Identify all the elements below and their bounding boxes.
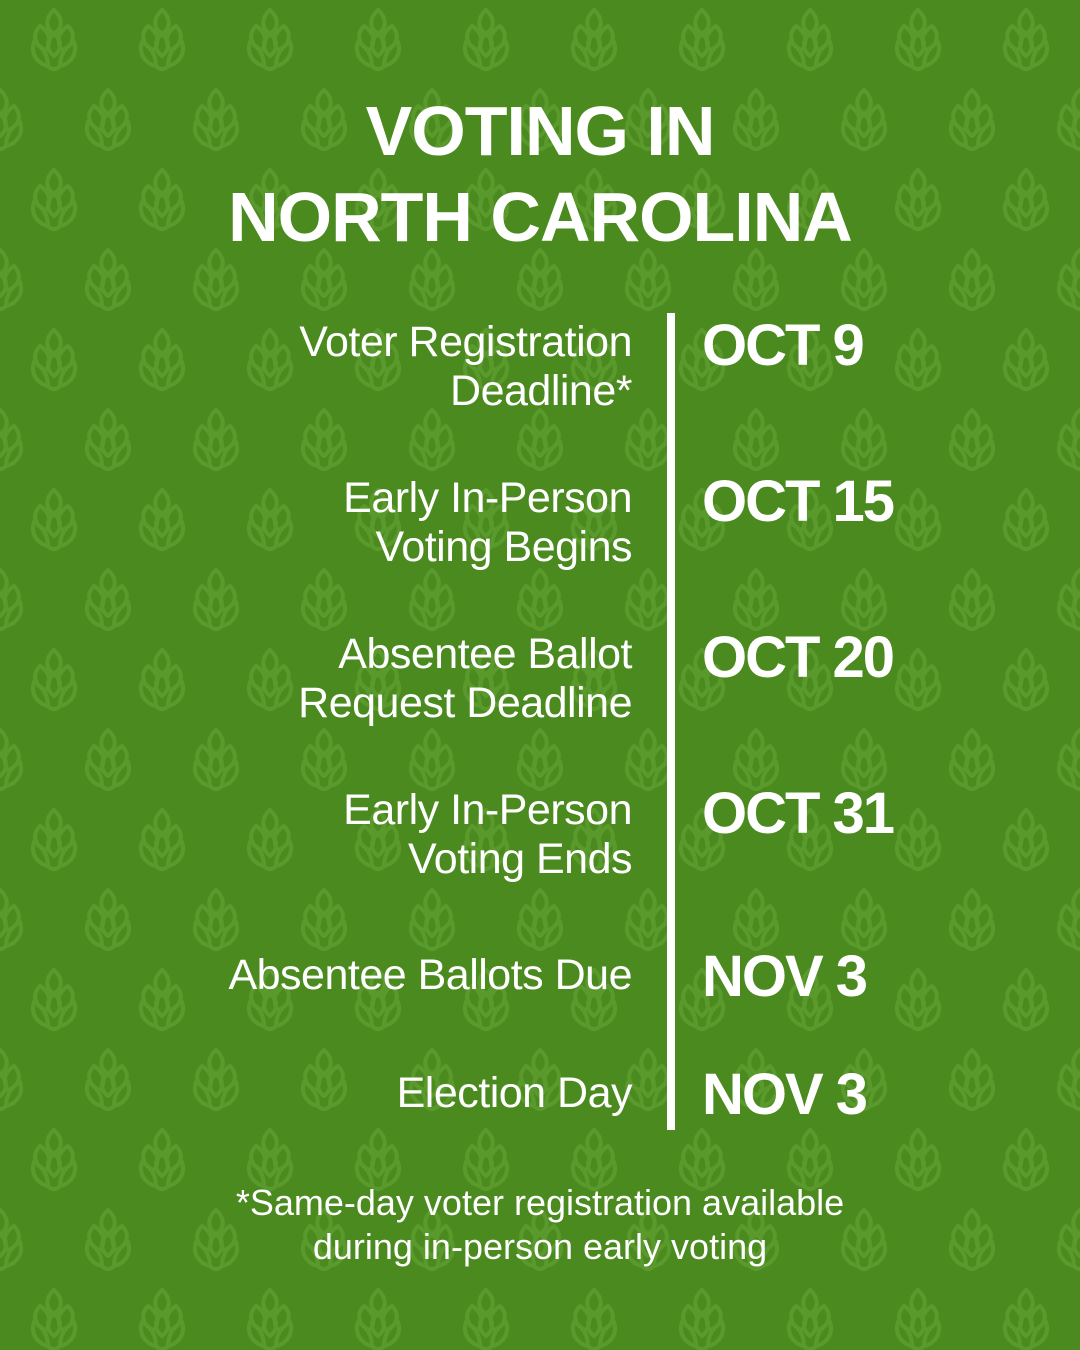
deadline-date: NOV 3 (702, 944, 867, 1009)
deadline-date: OCT 15 (702, 469, 894, 534)
page-title (0, 88, 1080, 260)
deadline-date: OCT 31 (702, 781, 894, 846)
title-line-1: VOTING IN (365, 92, 715, 170)
deadline-date: OCT 9 (702, 313, 863, 378)
deadline-label: Early In-Person Voting Ends (343, 786, 632, 883)
title-line-2: NORTH CAROLINA (228, 178, 852, 256)
deadline-label: Absentee Ballot Request Deadline (298, 630, 632, 727)
deadline-label: Voter Registration Deadline* (299, 318, 632, 415)
footnote: *Same-day voter registration available during in-person early voting (235, 1182, 845, 1267)
deadline-label: Early In-Person Voting Begins (343, 474, 632, 571)
deadline-label: Election Day (396, 1069, 632, 1117)
deadline-date: NOV 3 (702, 1062, 867, 1127)
deadline-date: OCT 20 (702, 625, 894, 690)
timeline-divider (667, 313, 675, 1130)
deadline-label: Absentee Ballots Due (228, 951, 632, 999)
